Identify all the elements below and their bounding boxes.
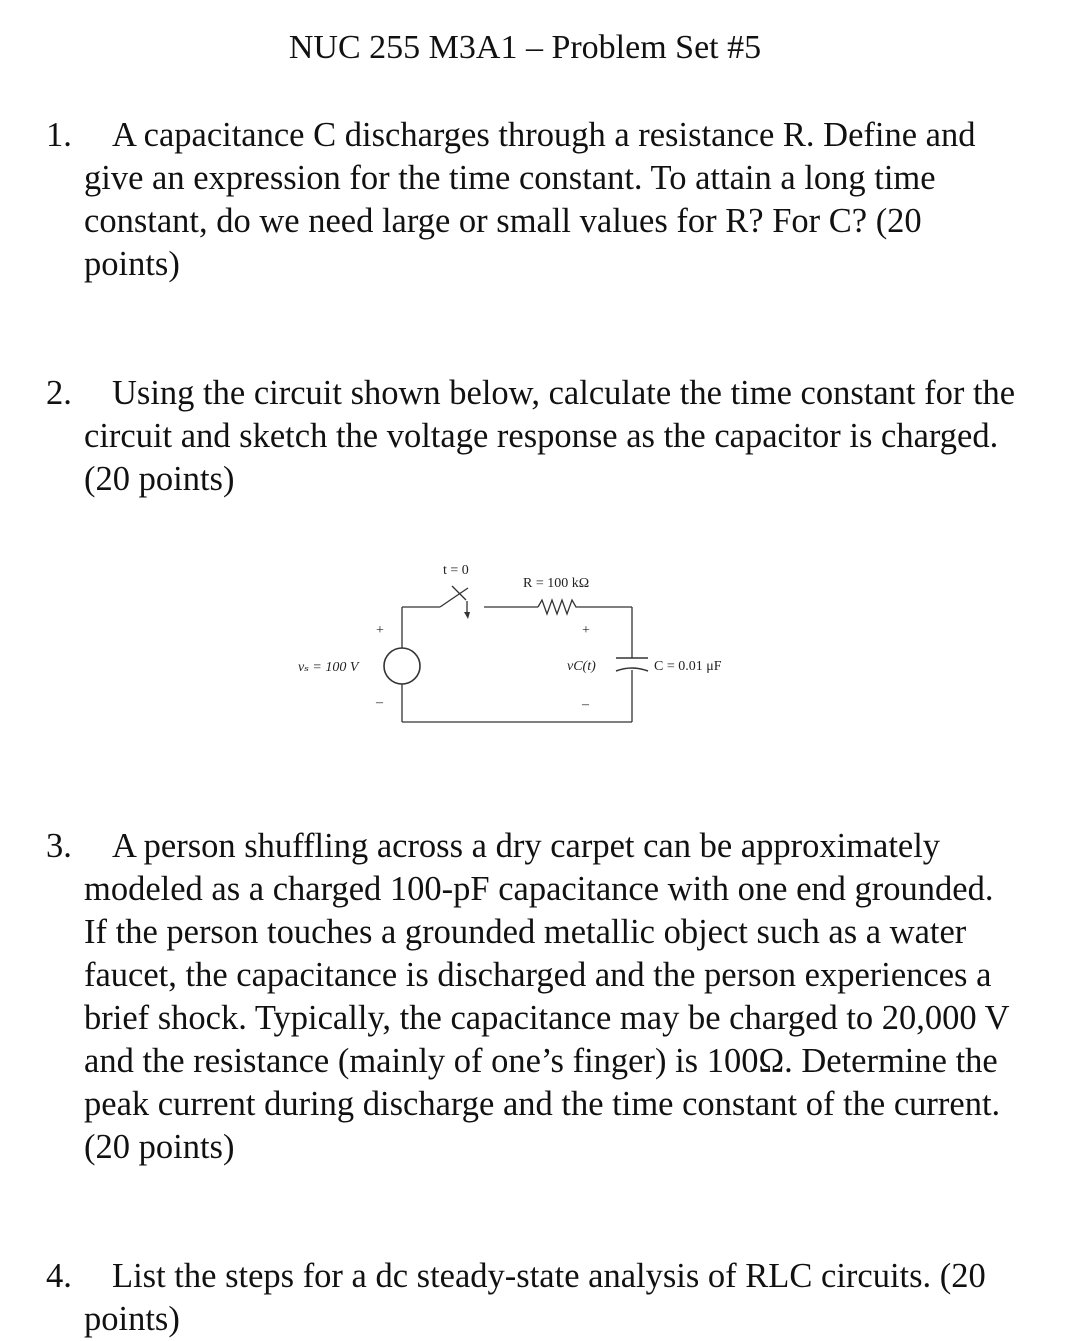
problem-3: [46, 825, 1021, 1169]
problem-4: [46, 1255, 1021, 1341]
page-title: NUC 255 M3A1 – Problem Set #5: [288, 29, 762, 66]
problem-number: 3.: [46, 827, 72, 865]
capacitor-label: C = 0.01 μF: [654, 659, 722, 674]
problem-2: [46, 372, 1021, 501]
cap-voltage-label: vC(t): [567, 659, 596, 674]
rc-circuit-diagram: [280, 556, 760, 736]
source-minus: –: [376, 695, 383, 710]
capacitor-icon: [616, 658, 648, 671]
source-plus: +: [376, 623, 384, 638]
cap-minus: –: [582, 697, 589, 712]
switch-icon: [440, 586, 470, 619]
voltage-source-icon: [384, 648, 420, 684]
problem-number: 4.: [46, 1257, 72, 1295]
problem-1: [46, 114, 1021, 286]
resistor-label: R = 100 kΩ: [523, 576, 590, 591]
switch-label: t = 0: [443, 563, 469, 578]
problem-text: List the steps for a dc steady-state analysis of RLC circuits. (20 points): [84, 1257, 986, 1338]
problem-number: 1.: [46, 116, 72, 154]
resistor-icon: [538, 600, 580, 614]
problem-text: A person shuffling across a dry carpet can be approximately modeled as a charged 100-pF capacitance with one end grounded. If the person touches a grounded metallic object such as a water faucet, the capacitance is discharged and the person experiences a brief shock. Typically, the capacitance may be charged to 20,000 V and the resistance (mainly of one’s finger) is 100Ω. Determine the peak current during discharge and the time constant of the current. (20 points): [84, 827, 1009, 1166]
problem-number: 2.: [46, 374, 72, 412]
cap-plus: +: [582, 623, 590, 638]
circuit-svg: [280, 556, 760, 736]
problem-text: A capacitance C discharges through a resistance R. Define and give an expression for the time constant. To attain a long time constant, do we need large or small values for R? For C? (20 points): [84, 116, 976, 283]
problem-text: Using the circuit shown below, calculate the time constant for the circuit and sketch the voltage response as the capacitor is charged. (20 points): [84, 374, 1016, 498]
source-label: vₛ = 100 V: [298, 660, 359, 675]
